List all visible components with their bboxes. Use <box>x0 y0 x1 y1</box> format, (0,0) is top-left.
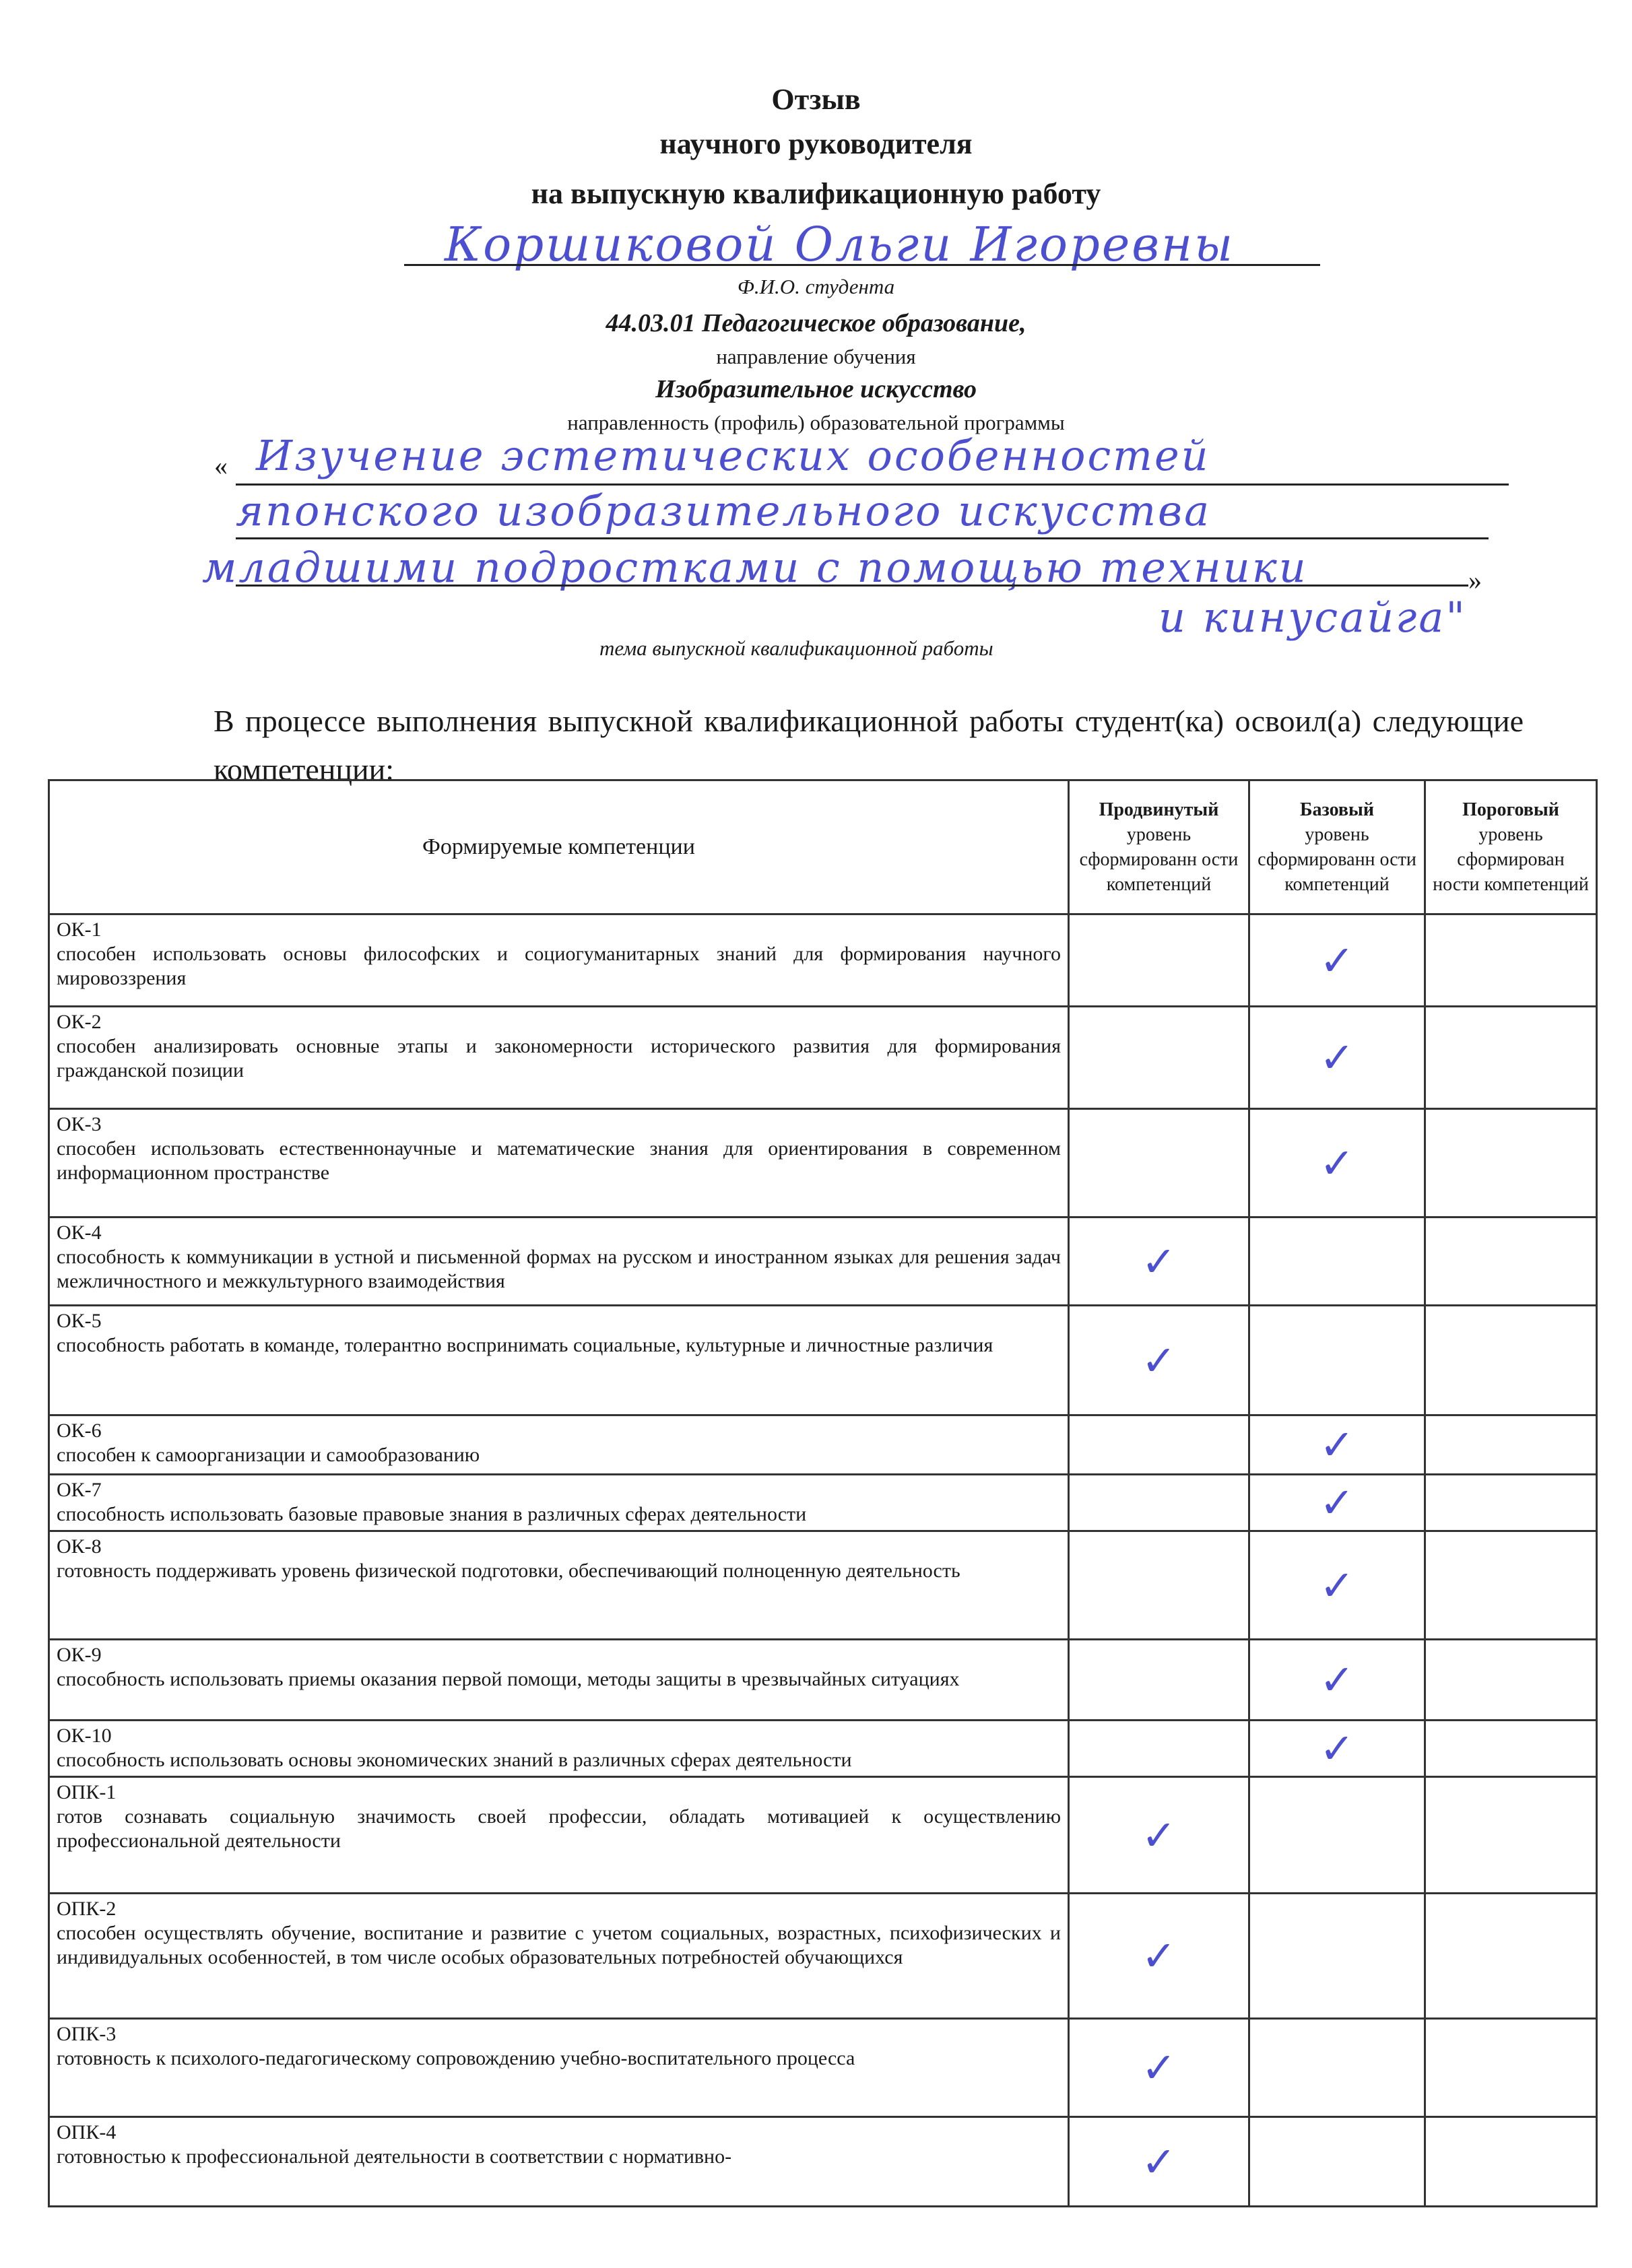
competence-text: способность использовать основы экономических знаний в различных сферах деятельности <box>57 1749 852 1771</box>
competence-code: ОК-7 <box>57 1479 102 1501</box>
check-mark-icon: ✓ <box>1141 2137 1177 2187</box>
competence-cell <box>49 914 1069 1007</box>
check-mark-icon: ✓ <box>1319 1724 1354 1773</box>
competence-text: способен анализировать основные этапы и закономерности исторического развития для формирования гражданской позиции <box>57 1035 1061 1081</box>
table-row <box>49 1007 1597 1109</box>
check-mark-icon: ✓ <box>1319 1033 1354 1082</box>
check-mark-icon: ✓ <box>1141 2043 1177 2092</box>
competence-text: способен использовать основы философских и социогуманитарных знаний для формирования научного мировоззрения <box>57 943 1061 989</box>
check-mark-icon: ✓ <box>1319 1138 1354 1188</box>
level-threshold-cell <box>1425 1531 1597 1640</box>
topic-label: тема выпускной квалификационной работы <box>599 636 993 660</box>
competence-code: ОПК-3 <box>57 2023 117 2045</box>
competence-cell <box>49 1306 1069 1415</box>
topic-line-3: младшими подростками с помощью техники <box>202 543 1308 592</box>
table-row <box>49 1475 1597 1531</box>
header-basic-title: Базовый <box>1299 799 1375 820</box>
table-row <box>49 1109 1597 1218</box>
level-threshold-cell <box>1425 2117 1597 2207</box>
check-mark-icon: ✓ <box>1141 1810 1177 1860</box>
competence-cell <box>49 1721 1069 1777</box>
doc-title: Отзыв <box>771 83 861 116</box>
competence-cell <box>49 1415 1069 1475</box>
student-name-handwritten: Коршиковой Ольги Игоревны <box>445 217 1235 272</box>
check-mark-icon: ✓ <box>1319 1655 1354 1704</box>
competence-text: способен использовать естественнонаучные и математические знания для ориентирования в современном информационном пространстве <box>57 1137 1061 1184</box>
direction-value: 44.03.01 Педагогическое образование, <box>606 309 1026 337</box>
competence-text: готовность поддерживать уровень физической подготовки, обеспечивающий полноценную деятельность <box>57 1560 960 1582</box>
competence-text: способность работать в команде, толерантно воспринимать социальные, культурные и личностные различия <box>57 1334 993 1356</box>
header-basic <box>1249 780 1425 914</box>
header-advanced-rest: уровень сформированн ости компетенций <box>1079 824 1239 895</box>
competence-cell <box>49 1475 1069 1531</box>
competence-code: ОК-4 <box>57 1222 102 1244</box>
level-advanced-cell <box>1069 1109 1249 1218</box>
table-row <box>49 1640 1597 1721</box>
competence-cell <box>49 1531 1069 1640</box>
competence-text: готовностью к профессиональной деятельности в соответствии с нормативно- <box>57 2145 732 2168</box>
competence-text: способность использовать приемы оказания первой помощи, методы защиты в чрезвычайных ситуациях <box>57 1668 960 1690</box>
check-mark-icon: ✓ <box>1141 1236 1177 1286</box>
level-threshold-cell <box>1425 914 1597 1007</box>
level-basic-cell <box>1249 1007 1425 1109</box>
level-threshold-cell <box>1425 1218 1597 1306</box>
level-advanced-cell <box>1069 1415 1249 1475</box>
competence-cell <box>49 1894 1069 2019</box>
level-threshold-cell <box>1425 1109 1597 1218</box>
table-header-row <box>49 780 1597 914</box>
topic-line-4: и кинусайга" <box>1158 593 1467 642</box>
competence-cell <box>49 2117 1069 2207</box>
table-row <box>49 2117 1597 2207</box>
competence-text: готовность к психолого-педагогическому сопровождению учебно-воспитательного процесса <box>57 2047 855 2069</box>
table-row <box>49 2019 1597 2117</box>
level-threshold-cell <box>1425 1306 1597 1415</box>
direction-label: направление обучения <box>716 345 916 368</box>
level-threshold-cell <box>1425 2019 1597 2117</box>
competence-code: ОК-3 <box>57 1113 102 1135</box>
competence-text: способность использовать базовые правовые знания в различных сферах деятельности <box>57 1503 807 1525</box>
table-row <box>49 1218 1597 1306</box>
level-threshold-cell <box>1425 1640 1597 1721</box>
level-advanced-cell <box>1069 1777 1249 1894</box>
student-name-label: Ф.И.О. студента <box>737 275 895 298</box>
competence-cell <box>49 1109 1069 1218</box>
level-advanced-cell <box>1069 1475 1249 1531</box>
header-basic-rest: уровень сформированн ости компетенций <box>1258 824 1416 895</box>
level-threshold-cell <box>1425 1894 1597 2019</box>
level-advanced-cell <box>1069 1894 1249 2019</box>
check-mark-icon: ✓ <box>1319 935 1354 985</box>
level-threshold-cell <box>1425 1721 1597 1777</box>
table-row <box>49 1777 1597 1894</box>
header-threshold-rest: уровень сформирован ности компетенций <box>1433 824 1589 895</box>
level-basic-cell <box>1249 1721 1425 1777</box>
topic-line-2: японского изобразительного искусства <box>236 486 1212 535</box>
table-row <box>49 1721 1597 1777</box>
check-mark-icon: ✓ <box>1319 1478 1354 1527</box>
topic-close-quote: » <box>1468 565 1482 595</box>
level-advanced-cell <box>1069 1640 1249 1721</box>
competence-code: ОК-2 <box>57 1011 102 1033</box>
table-row <box>49 1415 1597 1475</box>
profile-value: Изобразительное искусство <box>655 375 977 403</box>
level-advanced-cell <box>1069 1531 1249 1640</box>
header-threshold-title: Пороговый <box>1462 799 1559 820</box>
level-basic-cell <box>1249 1109 1425 1218</box>
level-basic-cell <box>1249 2117 1425 2207</box>
competence-code: ОК-9 <box>57 1644 102 1666</box>
header-advanced <box>1069 780 1249 914</box>
topic-open-quote: « <box>214 451 228 481</box>
doc-subtitle-2: на выпускную квалификационную работу <box>531 177 1101 210</box>
competence-code: ОПК-1 <box>57 1781 117 1803</box>
level-basic-cell <box>1249 1894 1425 2019</box>
check-mark-icon: ✓ <box>1319 1560 1354 1610</box>
competencies-table <box>48 779 1598 2207</box>
level-advanced-cell <box>1069 2117 1249 2207</box>
competence-text: способен осуществлять обучение, воспитание и развитие с учетом социальных, возрастных, психофизических и индивидуальных особенностей, в том числе особых образовательных потребностей обучающихся <box>57 1922 1061 1968</box>
level-advanced-cell <box>1069 1007 1249 1109</box>
competence-text: готов сознавать социальную значимость своей профессии, обладать мотивацией к осуществлению профессиональной деятельности <box>57 1805 1061 1852</box>
check-mark-icon: ✓ <box>1319 1420 1354 1469</box>
level-basic-cell <box>1249 1415 1425 1475</box>
level-threshold-cell <box>1425 1415 1597 1475</box>
header-competence: Формируемые компетенции <box>422 834 695 859</box>
level-threshold-cell <box>1425 1475 1597 1531</box>
intro-text: В процессе выполнения выпускной квалификационной работы студент(ка) освоил(а) следующие компетенции: <box>214 704 1524 787</box>
table-row <box>49 914 1597 1007</box>
level-basic-cell <box>1249 1218 1425 1306</box>
level-basic-cell <box>1249 1777 1425 1894</box>
level-basic-cell <box>1249 1475 1425 1531</box>
level-advanced-cell <box>1069 1306 1249 1415</box>
competence-code: ОК-5 <box>57 1310 102 1332</box>
competence-code: ОПК-2 <box>57 1898 117 1920</box>
competence-text: способен к самоорганизации и самообразованию <box>57 1444 480 1466</box>
competence-code: ОК-1 <box>57 919 102 941</box>
profile-label: направленность (профиль) образовательной программы <box>567 411 1065 434</box>
doc-subtitle: научного руководителя <box>659 127 973 160</box>
competence-cell <box>49 1007 1069 1109</box>
level-advanced-cell <box>1069 1218 1249 1306</box>
competence-text: способность к коммуникации в устной и письменной формах на русском и иностранном языках для решения задач межличностного и межкультурного взаимодействия <box>57 1246 1061 1292</box>
table-row <box>49 1894 1597 2019</box>
competence-cell <box>49 1218 1069 1306</box>
level-basic-cell <box>1249 914 1425 1007</box>
competence-code: ОК-10 <box>57 1725 112 1747</box>
level-advanced-cell <box>1069 1721 1249 1777</box>
level-basic-cell <box>1249 1640 1425 1721</box>
check-mark-icon: ✓ <box>1141 1931 1177 1980</box>
check-mark-icon: ✓ <box>1141 1335 1177 1385</box>
level-basic-cell <box>1249 1306 1425 1415</box>
header-threshold <box>1425 780 1597 914</box>
table-row <box>49 1306 1597 1415</box>
competence-code: ОПК-4 <box>57 2121 117 2143</box>
competence-cell <box>49 1640 1069 1721</box>
level-advanced-cell <box>1069 914 1249 1007</box>
competence-cell <box>49 1777 1069 1894</box>
level-threshold-cell <box>1425 1777 1597 1894</box>
level-basic-cell <box>1249 1531 1425 1640</box>
level-basic-cell <box>1249 2019 1425 2117</box>
competence-cell <box>49 2019 1069 2117</box>
level-threshold-cell <box>1425 1007 1597 1109</box>
table-row <box>49 1531 1597 1640</box>
topic-line-1: Изучение эстетических особенностей <box>256 431 1210 480</box>
level-advanced-cell <box>1069 2019 1249 2117</box>
header-advanced-title: Продвинутый <box>1099 799 1219 820</box>
competence-code: ОК-8 <box>57 1535 102 1558</box>
competence-code: ОК-6 <box>57 1420 102 1442</box>
